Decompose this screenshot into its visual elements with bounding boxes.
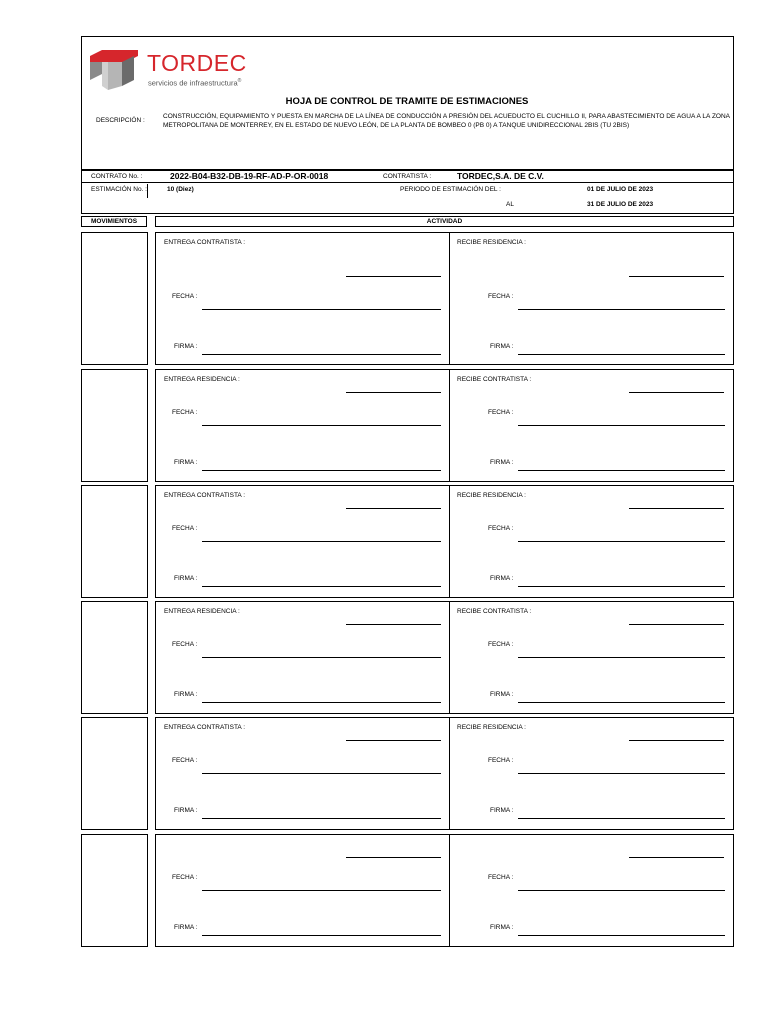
fecha-line-left[interactable] [202,773,441,774]
actividad-header: ACTIVIDAD [155,216,734,227]
contratista-label: CONTRATISTA : [383,173,432,180]
firma-line-left[interactable] [202,586,441,587]
fecha-line-left[interactable] [202,890,441,891]
actividad-divider [449,369,450,482]
firma-label-right: FIRMA : [490,459,514,466]
fecha-line-left[interactable] [202,425,441,426]
fecha-label-left: FECHA : [172,525,198,532]
firma-label-left: FIRMA : [174,691,198,698]
firma-line-right[interactable] [518,470,725,471]
fecha-line-left[interactable] [202,541,441,542]
firma-label-left: FIRMA : [174,459,198,466]
actividad-divider [449,717,450,830]
fecha-line-right[interactable] [518,657,725,658]
page-title: HOJA DE CONTROL DE TRAMITE DE ESTIMACIONES [285,96,529,107]
movimiento-cell [81,485,148,598]
firma-line-left[interactable] [202,935,441,936]
recibe-label: RECIBE CONTRATISTA : [457,376,532,383]
firma-label-right: FIRMA : [490,343,514,350]
entrega-label: ENTREGA RESIDENCIA : [164,608,240,615]
fecha-label-right: FECHA : [488,757,514,764]
movimiento-cell [81,232,148,365]
estimacion-value: 10 (Diez) [167,186,194,193]
periodo-to: 31 DE JULIO DE 2023 [587,201,654,208]
nombre-line-left[interactable] [346,857,441,858]
recibe-label: RECIBE RESIDENCIA : [457,239,526,246]
firma-line-left[interactable] [202,818,441,819]
nombre-line-right[interactable] [629,740,724,741]
actividad-divider [449,601,450,714]
movimientos-header: MOVIMIENTOS [81,216,147,227]
fecha-label-right: FECHA : [488,641,514,648]
fecha-label-left: FECHA : [172,641,198,648]
nombre-line-left[interactable] [346,276,441,277]
company-tagline-text: servicios de infraestructura [148,78,238,88]
nombre-line-left[interactable] [346,508,441,509]
firma-label-right: FIRMA : [490,807,514,814]
fecha-line-left[interactable] [202,657,441,658]
entrega-label: ENTREGA CONTRATISTA : [164,492,246,499]
firma-line-right[interactable] [518,702,725,703]
firma-label-left: FIRMA : [174,807,198,814]
estimacion-label: ESTIMACIÓN No. : [91,186,147,193]
text-cursor [147,184,148,198]
nombre-line-left[interactable] [346,624,441,625]
contrato-value: 2022-B04-B32-DB-19-RF-AD-P-OR-0018 [170,171,329,181]
movimiento-cell [81,717,148,830]
fecha-line-right[interactable] [518,541,725,542]
firma-line-right[interactable] [518,818,725,819]
fecha-line-right[interactable] [518,890,725,891]
al-label: AL [506,201,514,208]
firma-line-left[interactable] [202,470,441,471]
fecha-label-right: FECHA : [488,525,514,532]
company-name: TORDEC [147,50,247,76]
actividad-divider [449,232,450,365]
fecha-label-left: FECHA : [172,409,198,416]
periodo-label: PERIODO DE ESTIMACIÓN DEL : [400,186,501,193]
recibe-label: RECIBE CONTRATISTA : [457,608,532,615]
fecha-line-right[interactable] [518,425,725,426]
fecha-label-left: FECHA : [172,757,198,764]
firma-label-left: FIRMA : [174,575,198,582]
nombre-line-right[interactable] [629,857,724,858]
fecha-line-left[interactable] [202,309,441,310]
recibe-label: RECIBE RESIDENCIA : [457,724,526,731]
fecha-label-right: FECHA : [488,293,514,300]
nombre-line-right[interactable] [629,624,724,625]
fecha-label-left: FECHA : [172,293,198,300]
periodo-from: 01 DE JULIO DE 2023 [587,186,654,193]
actividad-divider [449,485,450,598]
firma-label-right: FIRMA : [490,575,514,582]
firma-label-right: FIRMA : [490,924,514,931]
firma-line-left[interactable] [202,354,441,355]
fecha-line-right[interactable] [518,773,725,774]
nombre-line-right[interactable] [629,392,724,393]
actividad-divider [449,834,450,947]
tordec-logo-icon [88,50,140,90]
company-tagline [148,78,241,88]
contrato-label: CONTRATO No. : [91,173,143,180]
contratista-value: TORDEC,S.A. DE C.V. [457,171,544,181]
entrega-label: ENTREGA CONTRATISTA : [164,239,246,246]
firma-label-left: FIRMA : [174,924,198,931]
trademark-mark: ® [237,78,242,84]
contract-row-divider [81,182,734,183]
firma-line-right[interactable] [518,935,725,936]
firma-line-right[interactable] [518,586,725,587]
firma-line-right[interactable] [518,354,725,355]
nombre-line-right[interactable] [629,276,724,277]
fecha-label-left: FECHA : [172,874,198,881]
description-label: DESCRIPCIÓN : [96,117,145,124]
movimiento-cell [81,834,148,947]
firma-label-left: FIRMA : [174,343,198,350]
entrega-label: ENTREGA RESIDENCIA : [164,376,240,383]
entrega-label: ENTREGA CONTRATISTA : [164,724,246,731]
movimiento-cell [81,601,148,714]
firma-label-right: FIRMA : [490,691,514,698]
nombre-line-left[interactable] [346,392,441,393]
fecha-label-right: FECHA : [488,409,514,416]
description-text: CONSTRUCCIÓN, EQUIPAMIENTO Y PUESTA EN MARCHA DE LA LÍNEA DE CONDUCCIÓN A PRESIÓN DEL ACUEDUCTO EL CUCHILLO II, PARA ABASTECIMIENTO DE AGUA A LA ZONA METROPOLITANA DE MONTERREY, EN EL ESTADO DE NUEVO LEÓN, DE LA PLANTA DE BOMBEO 0 (PB 0) A TANQUE UNIDIRECCIONAL 2BIS (TU 2BIS) [163,113,730,129]
actividad-cell [155,232,734,365]
movimiento-cell [81,369,148,482]
fecha-line-right[interactable] [518,309,725,310]
nombre-line-left[interactable] [346,740,441,741]
nombre-line-right[interactable] [629,508,724,509]
firma-line-left[interactable] [202,702,441,703]
fecha-label-right: FECHA : [488,874,514,881]
recibe-label: RECIBE RESIDENCIA : [457,492,526,499]
